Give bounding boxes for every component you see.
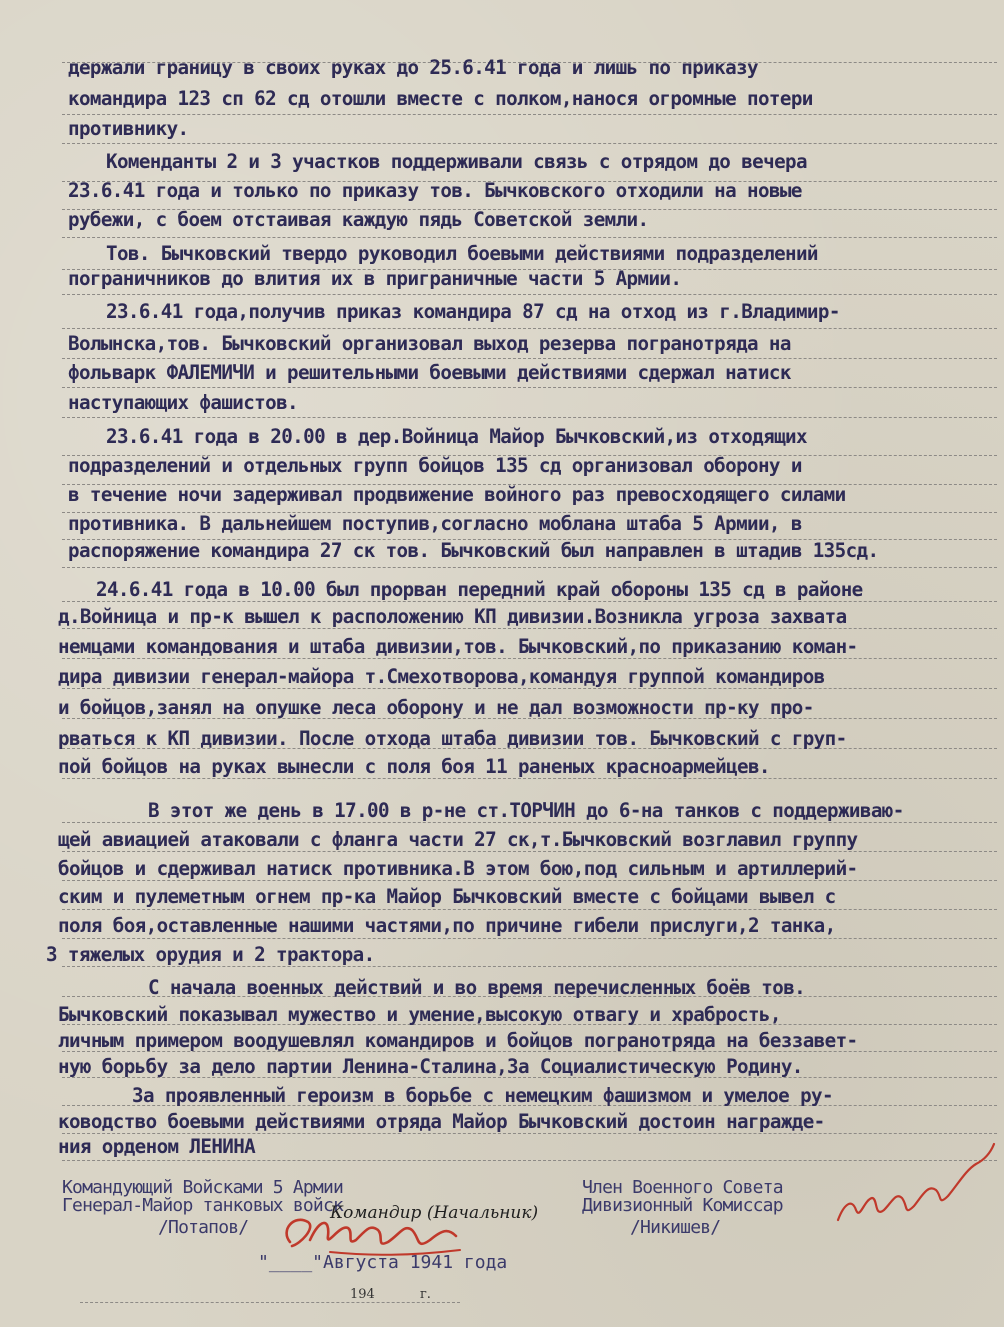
- right-autograph: [830, 1120, 1000, 1230]
- printed-year-suffix: г.: [420, 1287, 431, 1302]
- text-line: противнику.: [68, 117, 189, 140]
- text-line: командира 123 сп 62 сд отошли вместе с полком,нанося огромные потери: [68, 87, 813, 110]
- text-line: Бычковский показывал мужество и умение,высокую отвагу и храбрость,: [58, 1003, 781, 1026]
- text-line: наступающих фашистов.: [68, 391, 298, 414]
- text-line: немцами командования и штаба дивизии,тов. Бычковский,по приказанию коман-: [58, 635, 858, 658]
- text-line: ния орденом ЛЕНИНА: [58, 1135, 256, 1158]
- text-line: рваться к КП дивизии. После отхода штаба дивизии тов. Бычковский с груп-: [58, 727, 847, 750]
- text-line: бойцов и сдерживал натиск противника.В этом бою,под сильным и артиллерий-: [58, 857, 858, 880]
- text-line: 24.6.41 года в 10.00 был прорван передний край обороны 135 сд в районе: [96, 578, 863, 601]
- text-line: пограничников до влития их в приграничные части 5 Армии.: [68, 267, 682, 290]
- left-signatory-rank: Генерал-Майор танковых войск: [62, 1195, 344, 1216]
- text-line: поля боя,оставленные нашими частями,по причине гибели прислуги,2 танка,: [58, 914, 836, 937]
- text-line: ную борьбу за дело партии Ленина-Сталина,За Социалистическую Родину.: [58, 1055, 803, 1078]
- text-line: 23.6.41 года и только по приказу тов. Бычковского отходили на новые: [68, 179, 802, 202]
- typed-date: "____"Августа 1941 года: [258, 1252, 508, 1273]
- text-line: ководство боевыми действиями отряда Майор Бычковский достоин награжде-: [58, 1110, 825, 1133]
- text-line: 23.6.41 года в 20.00 в дер.Войница Майор Бычковский,из отходящих: [106, 425, 807, 448]
- left-signatory-title: Командующий Войсками 5 Армии: [62, 1177, 344, 1198]
- right-signatory-rank: Дивизионный Комиссар: [582, 1195, 783, 1216]
- text-line: фольварк ФАЛЕМИЧИ и решительными боевыми действиями сдержал натиск: [68, 361, 791, 384]
- text-line: 23.6.41 года,получив приказ командира 87 сд на отход из г.Владимир-: [106, 300, 840, 323]
- text-line: С начала военных действий и во время перечисленных боёв тов.: [148, 976, 806, 999]
- text-line: ским и пулеметным огнем пр-ка Майор Бычковский вместе с бойцами вывел с: [58, 885, 836, 908]
- right-signatory-title: Член Военного Совета: [582, 1177, 783, 1198]
- text-line: в течение ночи задерживал продвижение войного раз превосходящего силами: [68, 483, 846, 506]
- text-line: Волынска,тов. Бычковский организовал выход резерва погранотряда на: [68, 332, 791, 355]
- text-line: д.Войница и пр-к вышел к расположению КП дивизии.Возникла угроза захвата: [58, 605, 847, 628]
- date-rule: [80, 1302, 460, 1303]
- text-line: подразделений и отдельных групп бойцов 135 сд организовал оборону и: [68, 454, 802, 477]
- text-line: щей авиацией атаковали с фланга части 27 ск,т.Бычковский возглавил группу: [58, 828, 858, 851]
- text-line: дира дивизии генерал-майора т.Смехотворова,командуя группой командиров: [58, 665, 825, 688]
- text-line: Тов. Бычковский твердо руководил боевыми действиями подразделений: [106, 242, 818, 265]
- text-line: пой бойцов на руках вынесли с поля боя 11 раненых красноармейцев.: [58, 755, 770, 778]
- printed-commander-label: Командир (Начальник): [330, 1203, 539, 1223]
- text-line: противника. В дальнейшем поступив,согласно моблана штаба 5 Армии, в: [68, 512, 802, 535]
- text-line: Коменданты 2 и 3 участков поддерживали связь с отрядом до вечера: [106, 150, 807, 173]
- text-line: личным примером воодушевлял командиров и бойцов погранотряда на беззавет-: [58, 1029, 858, 1052]
- text-line: рубежи, с боем отстаивая каждую пядь Советской земли.: [68, 208, 649, 231]
- printed-year: 194: [350, 1287, 375, 1302]
- text-line: распоряжение командира 27 ск тов. Бычковский был направлен в штадив 135сд.: [68, 539, 879, 562]
- text-line: 3 тяжелых орудия и 2 трактора.: [46, 943, 375, 966]
- left-signatory-name: /Потапов/: [158, 1217, 249, 1238]
- text-line: и бойцов,занял на опушке леса оборону и не дал возможности пр-ку про-: [58, 696, 814, 719]
- text-line: За проявленный героизм в борьбе с немецким фашизмом и умелое ру-: [132, 1084, 833, 1107]
- text-line: В этот же день в 17.00 в р-не ст.ТОРЧИН до 6-на танков с поддерживаю-: [148, 799, 904, 822]
- text-line: держали границу в своих руках до 25.6.41 года и лишь по приказу: [68, 56, 758, 79]
- right-signatory-name: /Никишев/: [630, 1217, 721, 1238]
